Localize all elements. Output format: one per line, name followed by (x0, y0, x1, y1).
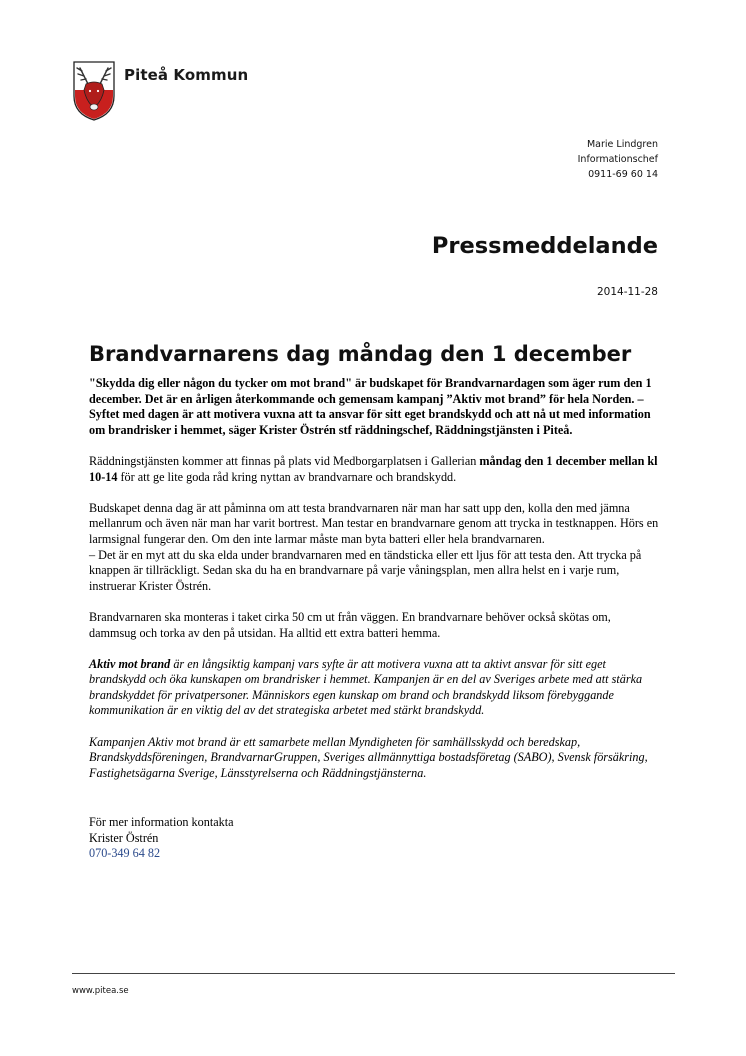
more-info-phone[interactable]: 070-349 64 82 (89, 846, 161, 861)
testing-text: Budskapet denna dag är att påminna om att testa brandvarnaren när man har satt upp den, kolla den med jämna mellanrum och även när man har varit bortrest. Man testar en brandvarnare genom att trycka in testknappen. Hörs en larmsignal fungerar den. Om den inte larmar måste man byta batteri eller hela brandvarnaren. (89, 500, 659, 546)
contact-block (578, 137, 658, 182)
paragraph-mounting: Brandvarnaren ska monteras i taket cirka 50 cm ut från väggen. En brandvarnare behöver också skötas om, dammsug och torka av den på utsidan. Ha alltid ett extra batteri hemma. (89, 609, 611, 640)
footer-divider (72, 973, 675, 974)
headline: Brandvarnarens dag måndag den 1 december (89, 342, 632, 366)
lead-paragraph: "Skydda dig eller någon du tycker om mot brand" är budskapet för Brandvarnardagen som äger rum den 1 december. Det är en årligen återkommande och gemensam kampanj ”Aktiv mot brand” för hela Norden. – Syftet med dagen är att motivera vuxna att ta ansvar för sitt eget brandskydd och att nå ut med information om brandrisker i hemmet, säger Krister Östrén stf räddningschef, Räddningstjänsten i Piteå. (89, 376, 652, 437)
article-body (89, 376, 661, 862)
paragraph-event (89, 454, 661, 485)
testing-quote: – Det är en myt att du ska elda under brandvarnaren med en tändsticka eller ett ljus för att testa den. Att trycka på knappen är tillräckligt. Sedan ska du ha en brandvarnare på varje våningsplan, men allra helst en i varje rum, instruerar Krister Östrén. (89, 547, 642, 593)
event-time: måndag den 1 december mellan kl 10-14 (89, 453, 658, 484)
campaign-text: är en långsiktig kampanj vars syfte är att motivera vuxna att ta aktivt ansvar för sitt eget brandskydd och öka kunskapen om brandrisker i hemmet. Kampanjen är en del av Sveriges arbete med att stärka brandskyddet för privatpersoner. Människors egen kunskap om brand och brandskydd liksom förebyggande kommunikation är en viktig del av det strategiska arbetet med stärkt brandskydd. (89, 656, 643, 718)
paragraph-testing (89, 501, 661, 595)
more-info-block (89, 815, 661, 862)
contact-name: Marie Lindgren (586, 139, 658, 150)
org-name: Piteå Kommun (124, 66, 249, 84)
pitea-coat-of-arms-reindeer-icon (72, 60, 116, 122)
paragraph-campaign (89, 657, 661, 719)
more-info-name: Krister Östrén (89, 830, 159, 845)
paragraph-partners: Kampanjen Aktiv mot brand är ett samarbete mellan Myndigheten för samhällsskydd och beredskap, Brandskyddsföreningen, BrandvarnarGruppen, Sveriges allmännyttiga bostadsföretag (SABO), Svensk försäkring, Fastighetsägarna Sverige, Länsstyrelserna och Räddningstjänsterna. (89, 734, 648, 780)
contact-phone: 0911-69 60 14 (588, 169, 658, 180)
document-type: Pressmeddelande (431, 233, 658, 259)
event-text-start: Räddningstjänsten kommer att finnas på plats vid Medborgarplatsen i Gallerian (89, 453, 480, 468)
event-text-end: för att ge lite goda råd kring nyttan av brandvarnare och brandskydd. (117, 469, 457, 484)
campaign-name: Aktiv mot brand (89, 656, 171, 671)
document-date: 2014-11-28 (596, 286, 658, 298)
header-logo (72, 60, 252, 124)
footer-url[interactable]: www.pitea.se (72, 986, 129, 996)
contact-role: Informationschef (577, 154, 658, 165)
more-info-label: För mer information kontakta (89, 815, 234, 830)
